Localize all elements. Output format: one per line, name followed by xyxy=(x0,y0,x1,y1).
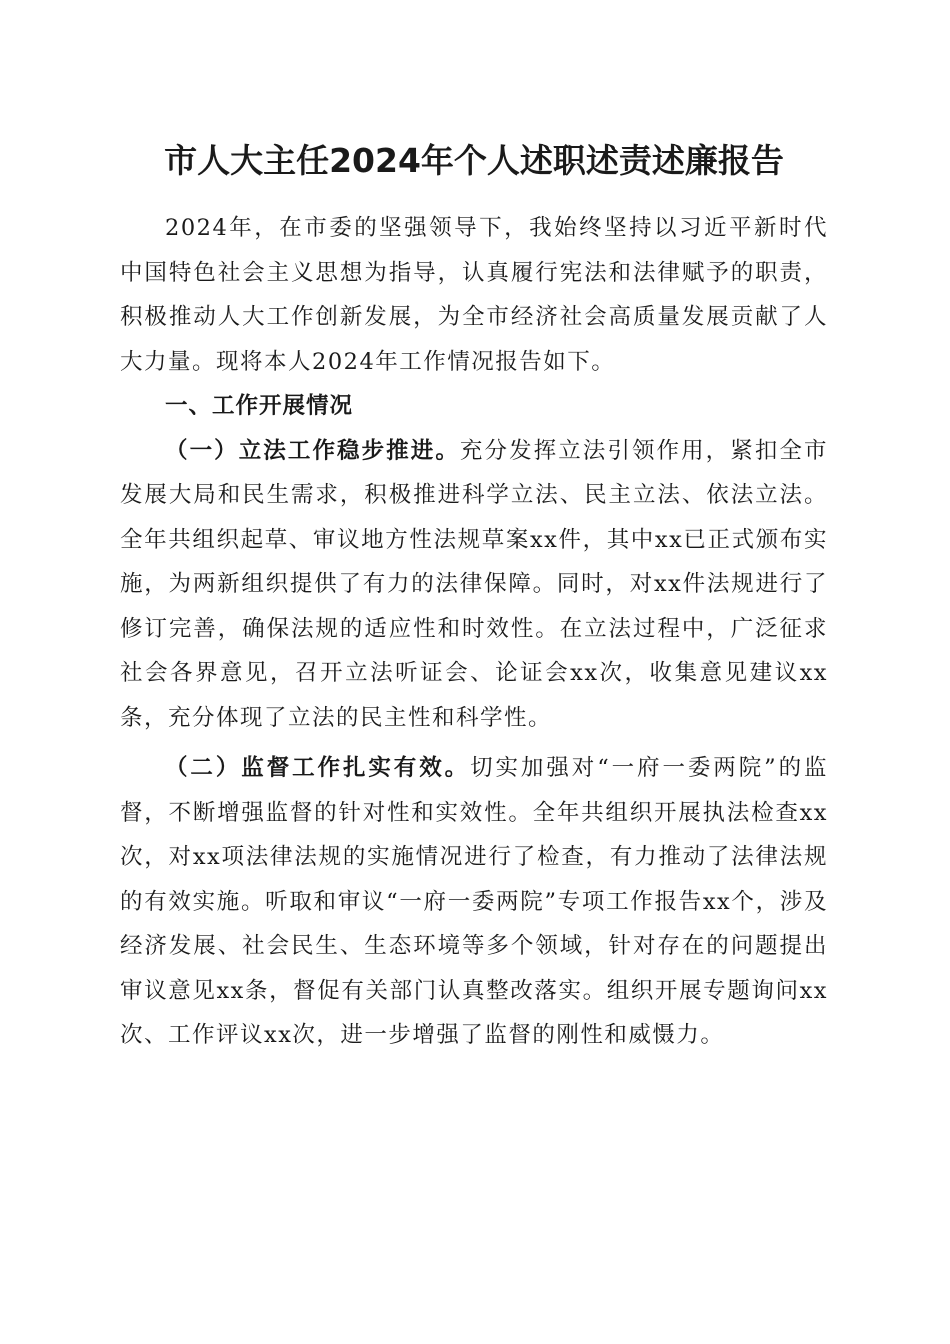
subsection-supervision-text: 切实加强对“一府一委两院”的监督，不断增强监督的针对性和实效性。全年共组织开展执法检查xx次，对xx项法律法规的实施情况进行了检查，有力推动了法律法规的有效实施。听取和审议“一府一委两院”专项工作报告xx个，涉及经济发展、社会民生、生态环境等多个领域，针对存在的问题提出审议意见xx条，督促有关部门认真整改落实。组织开展专题询问xx次、工作评议xx次，进一步增强了监督的刚性和威慑力。 xyxy=(120,755,828,1048)
subsection-legislation-lead: （一）立法工作稳步推进。 xyxy=(165,437,460,464)
subsection-legislation xyxy=(120,429,828,741)
document-body xyxy=(120,206,828,1058)
subsection-supervision-lead: （二）监督工作扎实有效。 xyxy=(165,755,471,781)
subsection-supervision xyxy=(120,746,828,1058)
section-heading-work: 一、工作开展情况 xyxy=(165,393,354,419)
intro-paragraph: 2024年，在市委的坚强领导下，我始终坚持以习近平新时代中国特色社会主义思想为指导，认真履行宪法和法律赋予的职责，积极推动人大工作创新发展，为全市经济社会高质量发展贡献了人大力量。现将本人2024年工作情况报告如下。 xyxy=(120,215,828,375)
document-title: 市人大主任2024年个人述职述责述廉报告 xyxy=(164,141,784,180)
subsection-legislation-text: 充分发挥立法引领作用，紧扣全市发展大局和民生需求，积极推进科学立法、民主立法、依法立法。全年共组织起草、审议地方性法规草案xx件，其中xx已正式颁布实施，为两新组织提供了有力的法律保障。同时，对xx件法规进行了修订完善，确保法规的适应性和时效性。在立法过程中，广泛征求社会各界意见，召开立法听证会、论证会xx次，收集意见建议xx条，充分体现了立法的民主性和科学性。 xyxy=(120,437,828,731)
